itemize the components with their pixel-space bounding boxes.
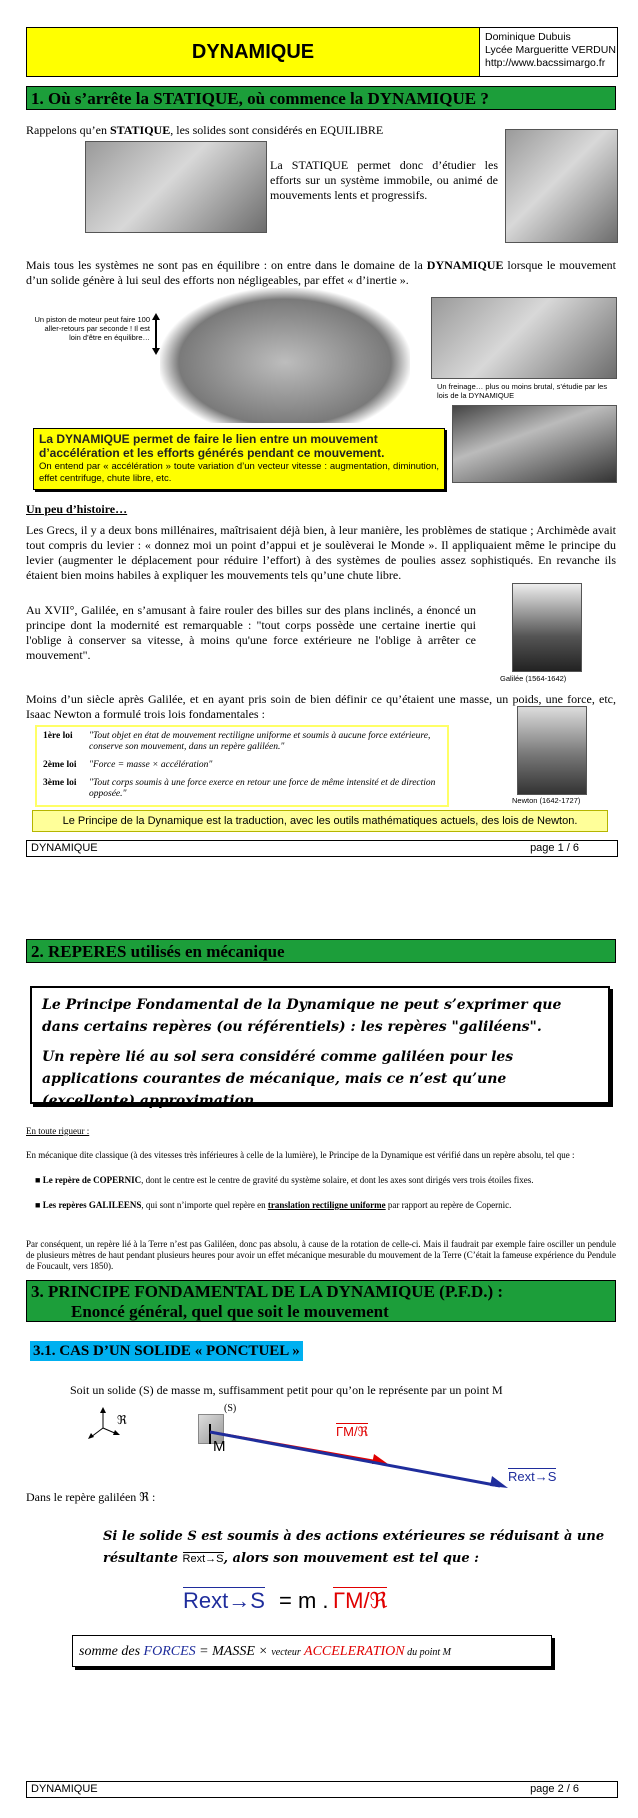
dynamique-definition-box — [33, 428, 445, 490]
history-paragraph-3: Moins d’un siècle après Galilée, et en ayant pris soin de bien définir ce qu’étaient une masse, un poids, une force, etc, Isaac Newton a formulé trois lois fondamentales : — [26, 692, 616, 721]
section-3-heading — [26, 1280, 616, 1322]
footer-title: DYNAMIQUE — [31, 1783, 98, 1795]
document-title: DYNAMIQUE — [27, 28, 480, 76]
section-3-heading-line-2: Enoncé général, quel que soit le mouvement — [71, 1302, 389, 1321]
rigor-title: En toute rigueur : — [26, 1126, 90, 1136]
gamma-label: ΓM/ℜ — [336, 1424, 369, 1439]
newton-caption: Newton (1642-1727) — [512, 796, 581, 805]
subsection-3-1-heading: 3.1. CAS D’UN SOLIDE « PONCTUEL » — [30, 1341, 303, 1361]
repere-text: Dans le repère galiléen ℜ : — [26, 1490, 156, 1504]
frame-paragraph-1: Le Principe Fondamental de la Dynamique ne peut s’exprimer que dans certains repères (ou référentiels) : les repères "galiléens". — [42, 997, 562, 1035]
frame-paragraph-2: Un repère lié au sol sera considéré comme galiléen pour les applications courantes de mécanique, mais ce n’est qu’une (excellente) approximation. — [42, 1049, 514, 1109]
law-2: 2ème loi "Force = masse × accélération" — [43, 760, 213, 770]
statique-text: La STATIQUE permet donc d’étudier les efforts sur un système immobile, ou animé de mouvements lents et progressifs. — [270, 158, 498, 202]
footer-page-number: page 2 / 6 — [530, 1783, 579, 1795]
brake-caption: Un freinage… plus ou moins brutal, s’étudie par les lois de la DYNAMIQUE — [437, 382, 608, 400]
section-2-heading: 2. REPERES utilisés en mécanique — [26, 939, 616, 963]
force-vector — [210, 1432, 500, 1486]
dynamique-intro: Mais tous les systèmes ne sont pas en équilibre : on entre dans le domaine de la DYNAMIQUE lorsque le mouvement d’un solide génère à lui seul des efforts non négligeables, par effet « d’inertie ». — [26, 258, 617, 287]
section-1-heading: 1. Où s’arrête la STATIQUE, où commence la DYNAMIQUE ? — [26, 86, 616, 110]
page-1-footer — [26, 840, 618, 857]
footer-page-number: page 1 / 6 — [530, 842, 579, 854]
newton-portrait — [517, 706, 587, 795]
galilee-portrait — [512, 583, 582, 672]
crane-photo — [85, 141, 267, 233]
definition-small: On entend par « accélération » toute variation d’un vecteur vitesse : augmentation, diminution, effet centrifuge, chute libre, etc. — [39, 461, 439, 484]
axis-label: ℜ — [117, 1413, 127, 1427]
law-3: 3ème loi "Tout corps soumis à une force exerce en retour une force de même intensité et de direction opposée." — [43, 778, 436, 799]
page-2-footer — [26, 1781, 618, 1798]
condition-line-2: résultante Rext→S, alors son mouvement est tel que : — [103, 1551, 479, 1566]
galilee-caption: Galilée (1564-1642) — [500, 674, 567, 683]
definition-bold: La DYNAMIQUE permet de faire le lien entre un mouvement d’accélération et les efforts générés pendant ce mouvement. — [39, 432, 385, 460]
bullet-square-icon: ■ — [35, 1200, 43, 1210]
history-title: Un peu d’histoire… — [26, 502, 128, 516]
equation-summary-box: somme des FORCES = MASSE × vecteur ACCELERATION du point M — [72, 1635, 552, 1667]
bullet-square-icon: ■ — [35, 1175, 43, 1185]
principle-note: Le Principe de la Dynamique est la traduction, avec les outils mathématiques actuels, des lois de Newton. — [32, 810, 608, 832]
point-label: M — [213, 1438, 226, 1455]
history-paragraph-2: Au XVII°, Galilée, en s’amusant à faire rouler des billes sur des plans inclinés, a énoncé un principe dont la modernité est remarquable : "tout corps possède une certaine inertie qui l'oblige à conserver sa vitesse, à moins qu'une force extérieure ne l'oblige à arrêter ce mouvement". — [26, 603, 476, 662]
history-paragraph-1: Les Grecs, il y a deux bons millénaires, maîtrisaient déjà bien, à leur manière, les problèmes de statique ; Archimède avait tout compris du levier : « donnez moi un point d’appui et je soulèverai le Monde ». Il appliquaient même le principe du levier (augmenter le déplacement pour réduire l’effort) à des systèmes de poulies assez sophistiqués. En revanche ils étaient bien moins habiles à expliquer les mouvements tels qu’une chute libre. — [26, 523, 616, 582]
equation-mass: = m . — [279, 1588, 329, 1613]
force-arrowhead — [490, 1476, 508, 1488]
earth-paragraph: Par conséquent, un repère lié à la Terre n’est pas Galiléen, donc pas absolu, à cause de la rotation de celle-ci. Mais il faudrait par exemple faire osciller un pendule de plusieurs mètres de haut pendant plusieurs heures pour avoir un effet mécanique mesurable du mouvement de la Terre (C’était la fameuse expérience du Pendule de Foucault, vers 1850). — [26, 1239, 616, 1271]
condition-line-1: Si le solide S est soumis à des actions extérieures se réduisant à une — [103, 1529, 605, 1544]
law-1: 1ère loi "Tout objet en état de mouvement rectiligne uniforme et soumis à aucune force extérieure, conserve son mouvement, dans un repère galiléen." — [43, 731, 431, 752]
offroad-car-photo — [505, 129, 618, 243]
car-braking-photo — [431, 297, 617, 379]
author-name: Dominique Dubuis — [485, 31, 571, 43]
footer-title: DYNAMIQUE — [31, 842, 98, 854]
crash-test-photo — [452, 405, 617, 483]
piston-caption: Un piston de moteur peut faire 100 aller-retours par seconde ! Il est loin d’être en équilibre… — [34, 315, 150, 342]
equation-force: Rext→S — [183, 1588, 265, 1613]
resultant-label: Rext→S — [508, 1469, 557, 1484]
solid-label: (S) — [224, 1403, 237, 1414]
bullet-galileens: ■ Les repères GALILEENS, qui sont n’importe quel repère en translation rectiligne uniforme par rapport au repère de Copernic. — [35, 1200, 512, 1210]
solid-intro: Soit un solide (S) de masse m, suffisamment petit pour qu’on le représente par un point M — [70, 1383, 503, 1397]
page-header — [26, 27, 618, 77]
author-block — [485, 31, 616, 70]
rigor-paragraph: En mécanique dite classique (à des vitesses très inférieures à celle de la lumière), le Principe de la Dynamique est vérifié dans un repère absolu, tel que : — [26, 1150, 575, 1160]
section-3-heading-line-1: 3. PRINCIPE FONDAMENTAL DE LA DYNAMIQUE (P.F.D.) : — [31, 1282, 504, 1301]
engine-pistons-image — [160, 288, 410, 423]
newton-laws-box — [35, 725, 449, 807]
galilean-frame-box — [30, 986, 610, 1109]
author-website: http://www.bacssimargo.fr — [485, 57, 606, 69]
bullet-copernic: ■ Le repère de COPERNIC, dont le centre est le centre de gravité du système solaire, et dont les axes sont dirigés vers trois étoiles fixes. — [35, 1175, 534, 1185]
author-school: Lycée Margueritte VERDUN — [485, 44, 616, 56]
equation-acceleration: ΓM/ℜ — [333, 1588, 388, 1613]
intro-statique: Rappelons qu’en STATIQUE, les solides sont considérés en EQUILIBRE — [26, 123, 384, 137]
